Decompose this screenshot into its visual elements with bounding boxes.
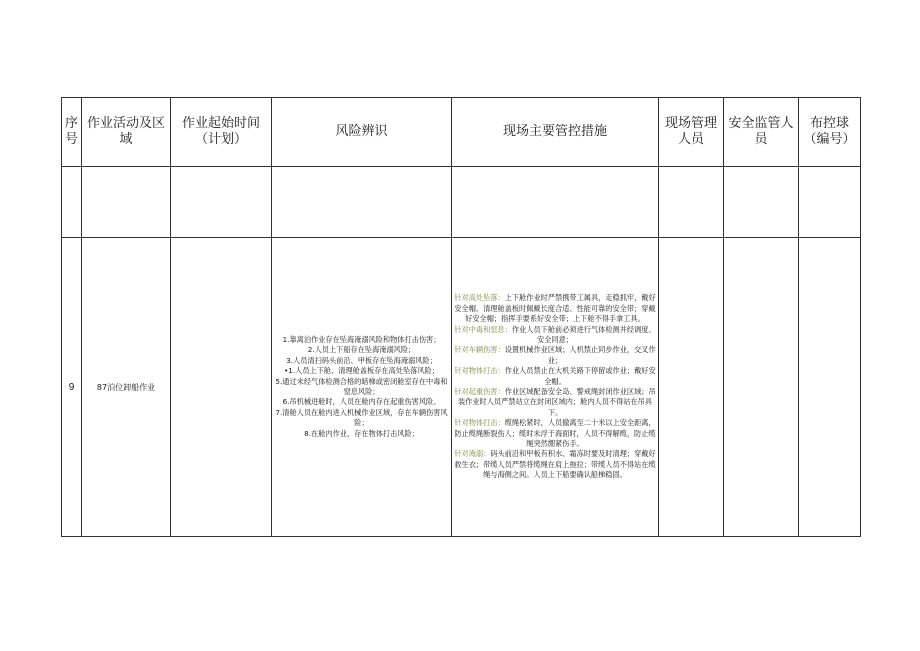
risk-item: •1.人员上下舱、清理舱盖板存在高处坠落风险； xyxy=(284,366,439,376)
measure-text: 作业人员下舱前必须进行气体检测并经调度、安全同意； xyxy=(511,324,656,344)
row-safety-supervisor xyxy=(724,238,799,537)
measure-label: 针对物体打击： xyxy=(454,366,505,376)
header-start-time: 作业起始时间（计划） xyxy=(171,98,272,167)
blank-cell xyxy=(724,167,799,238)
header-ball-number: 布控球（编号） xyxy=(799,98,861,167)
blank-cell xyxy=(171,167,272,238)
row-control-measures xyxy=(452,238,659,537)
row-seq: 9 xyxy=(62,238,82,537)
blank-cell xyxy=(272,167,452,238)
row-start-time xyxy=(171,238,272,537)
measure-label: 针对起重伤害： xyxy=(454,387,505,396)
measure-label: 针对中毒和窒息： xyxy=(454,324,512,334)
risk-item: 1.靠离泊作业存在坠海淹溺风险和物体打击伤害； xyxy=(282,334,441,344)
header-seq: 序号 xyxy=(62,98,82,167)
blank-cell xyxy=(659,167,724,238)
blank-row xyxy=(62,167,861,238)
risk-item: 8.在舱内作业，存在物体打击风险； xyxy=(304,428,419,438)
measure-text: 码头前沿和甲板有积水、霜冻时要及时清理；穿戴好救生衣；带缆人员严禁将缆绳在肩上拖拉；带缆人员不得站在缆绳与海侧之间。人员上下船要确认船梯稳固。 xyxy=(454,449,656,480)
header-activity: 作业活动及区域 xyxy=(82,98,171,167)
measure-item xyxy=(452,449,658,480)
measure-item xyxy=(452,418,658,449)
measure-item xyxy=(452,387,658,418)
measure-text: 设置机械作业区域；人机禁止同步作业，交叉作业； xyxy=(504,345,656,365)
measure-item xyxy=(452,345,658,366)
measure-item xyxy=(452,293,658,324)
risk-item: 5.通过未经气体检测合格的暗梯或密闭舱室存在中毒和窒息风险； xyxy=(275,376,448,396)
measure-item xyxy=(452,366,658,387)
header-control-measures: 现场主要管控措施 xyxy=(452,98,659,167)
risk-control-table xyxy=(61,97,861,537)
measure-label: 针对高处坠落： xyxy=(454,293,505,303)
blank-cell xyxy=(452,167,659,238)
header-row xyxy=(62,98,861,167)
header-risk-identification: 风险辨识 xyxy=(272,98,452,167)
measure-text: 作业区域配备安全岛、警戒绳封闭作业区域；吊装作业时人员严禁站立在封闭区域内；舱内人员不得站在吊具下。 xyxy=(457,387,656,417)
row-ball-number xyxy=(799,238,861,537)
measure-item xyxy=(452,325,658,346)
measure-text: 作业人员禁止在大机关路下停留或作业；戴好安全帽。 xyxy=(504,366,656,386)
measure-text: 上下舱作业时严禁携带工属具，走稳抓牢，戴好安全帽。清理舱盖板时佩戴长度合适、性能可靠的安全带；穿戴好安全帽；指挥手要系好安全带；上下舱不得手拿工具。 xyxy=(454,293,656,324)
row-activity: 87泊位卸船作业 xyxy=(82,238,171,537)
table-row xyxy=(62,238,861,537)
risk-item: 7.清舱人员在舱内进入机械作业区域，存在车辆伤害风险； xyxy=(275,407,448,428)
row-risks xyxy=(272,238,452,537)
row-site-manager xyxy=(659,238,724,537)
risk-item: 6.吊机械进舱时，人员在舱内存在起重伤害风险。 xyxy=(282,397,441,407)
risk-item: 3.人员清扫码头前沿、甲板存在坠海淹溺风险； xyxy=(286,355,437,365)
header-site-manager: 现场管理人员 xyxy=(659,98,724,167)
measure-text: 缆绳松紧时，人员撤离至二十米以上安全距离，防止缆绳断裂伤人；缆时未浮于海面时，人员不得解缆，防止缆绳突然绷紧伤手。 xyxy=(454,418,656,449)
blank-cell xyxy=(82,167,171,238)
blank-cell xyxy=(799,167,861,238)
measure-label: 针对物体打击： xyxy=(454,418,505,428)
measure-label: 针对淹溺： xyxy=(454,449,491,459)
measure-label: 针对车辆伤害： xyxy=(454,345,505,355)
header-safety-supervisor: 安全监管人员 xyxy=(724,98,799,167)
risk-item: 2.人员上下船存在坠海淹溺风险； xyxy=(307,345,416,355)
blank-cell xyxy=(62,167,82,238)
